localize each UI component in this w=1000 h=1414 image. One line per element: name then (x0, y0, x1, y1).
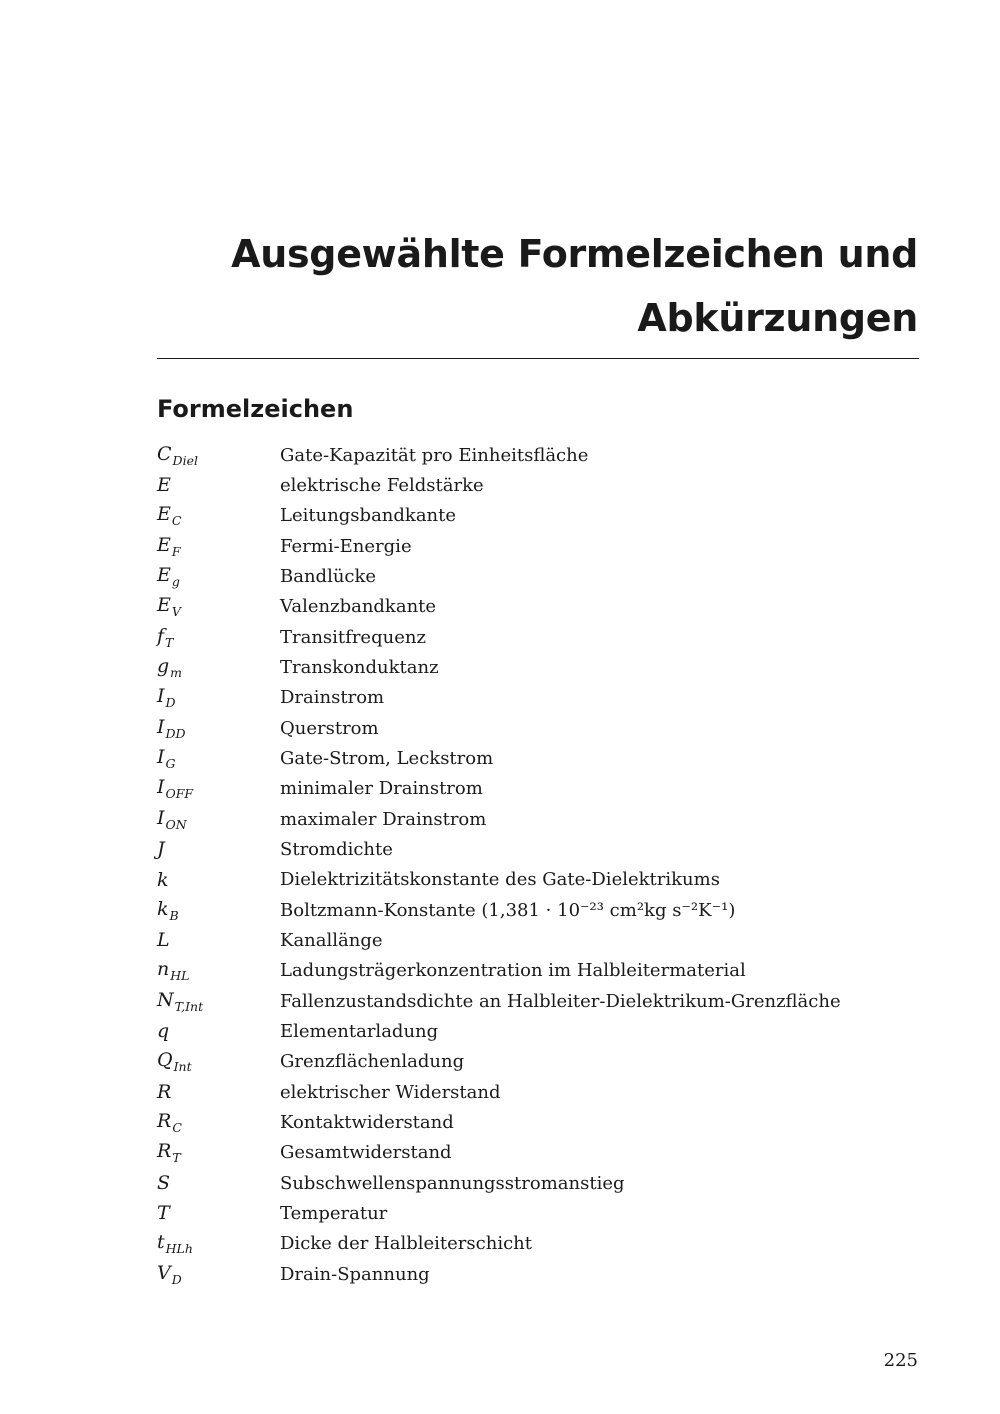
symbol-base: E (157, 533, 171, 556)
symbol (157, 1110, 280, 1135)
symbol-base: R (157, 1109, 172, 1132)
symbol-row (157, 1168, 917, 1198)
symbol-base: E (157, 503, 171, 526)
symbol-row (157, 1138, 917, 1168)
symbol-row (157, 440, 917, 470)
symbol-description: elektrische Feldstärke (280, 474, 484, 496)
symbol-subscript: C (172, 1119, 182, 1135)
chapter-title (158, 222, 918, 350)
symbol (157, 655, 280, 680)
symbol-base: S (157, 1172, 171, 1195)
symbol-subscript: V (171, 604, 181, 620)
chapter-title-line-1: Ausgewählte Formelzeichen und (231, 232, 918, 276)
symbol-row (157, 743, 917, 773)
symbol-row (157, 652, 917, 682)
symbol-base: C (157, 442, 172, 465)
symbol-description: minimaler Drainstrom (280, 778, 483, 800)
symbol-row (157, 592, 917, 622)
symbol-row (157, 895, 917, 925)
symbol-description: Gesamtwiderstand (280, 1142, 452, 1164)
symbol-subscript: D (171, 1271, 182, 1287)
symbol-description: Fermi-Energie (280, 535, 412, 557)
symbol (157, 1081, 280, 1103)
symbol-base: k (157, 868, 169, 891)
symbol-description: Leitungsbandkante (280, 505, 457, 527)
symbol (157, 807, 280, 832)
symbol-subscript: DD (165, 725, 186, 741)
symbol-base: E (157, 594, 171, 617)
symbol-list (157, 440, 917, 1289)
symbol-base: E (157, 563, 171, 586)
symbol-subscript: Int (173, 1059, 192, 1075)
symbol-row (157, 1077, 917, 1107)
symbol-row (157, 501, 917, 531)
symbol (157, 443, 280, 468)
symbol-row (157, 683, 917, 713)
symbol-row (157, 925, 917, 955)
symbol-description: Dicke der Halbleiterschicht (280, 1233, 532, 1255)
symbol-description: Ladungsträgerkonzentration im Halbleitermaterial (280, 960, 746, 982)
symbol-description: Dielektrizitätskonstante des Gate-Dielektrikums (280, 869, 720, 891)
symbol-base: n (157, 958, 170, 981)
symbol-base: t (157, 1231, 165, 1254)
symbol-subscript: m (170, 664, 183, 680)
symbol-row (157, 865, 917, 895)
symbol-description: Drain-Spannung (280, 1263, 430, 1285)
symbol-description: Grenzflächenladung (280, 1051, 465, 1073)
symbol-row (157, 956, 917, 986)
symbol-subscript: T (165, 634, 174, 650)
symbol-description: Fallenzustandsdichte an Halbleiter-Dielektrikum-Grenzfläche (280, 990, 841, 1012)
symbol-subscript: B (169, 907, 179, 923)
symbol-base: I (157, 806, 165, 829)
symbol-description: maximaler Drainstrom (280, 808, 487, 830)
symbol-subscript: HL (170, 968, 190, 984)
symbol-row (157, 470, 917, 500)
symbol-base: f (157, 624, 165, 647)
symbol (157, 1262, 280, 1287)
symbol (157, 776, 280, 801)
symbol-base: I (157, 776, 165, 799)
symbol (157, 958, 280, 983)
symbol-description: Elementarladung (280, 1020, 439, 1042)
symbol-description: Temperatur (280, 1202, 388, 1224)
symbol-subscript: ON (165, 816, 187, 832)
symbol (157, 503, 280, 528)
symbol-row (157, 834, 917, 864)
symbol (157, 929, 280, 951)
symbol-description: Transkonduktanz (280, 656, 439, 678)
symbol-subscript: OFF (165, 786, 194, 802)
symbol-row (157, 1016, 917, 1046)
symbol-description: Stromdichte (280, 838, 393, 860)
symbol (157, 685, 280, 710)
symbol-description: Bandlücke (280, 565, 377, 587)
page-number: 225 (883, 1350, 918, 1371)
symbol-row (157, 986, 917, 1016)
symbol-description: Boltzmann-Konstante (1,381 · 10⁻²³ cm²kg s⁻²K⁻¹) (280, 899, 736, 921)
symbol (157, 989, 280, 1014)
symbol (157, 1231, 280, 1256)
symbol-subscript: T (172, 1150, 181, 1166)
symbol-description: Drainstrom (280, 687, 385, 709)
symbol-base: R (157, 1140, 172, 1163)
symbol-row (157, 774, 917, 804)
symbol-description: Transitfrequenz (280, 626, 426, 648)
symbol (157, 534, 280, 559)
symbol-row (157, 1047, 917, 1077)
symbol-base: E (157, 474, 171, 497)
symbol (157, 474, 280, 496)
symbol-row (157, 561, 917, 591)
symbol (157, 594, 280, 619)
symbol (157, 838, 280, 860)
symbol-base: L (157, 929, 170, 952)
symbol (157, 1202, 280, 1224)
symbol-base: T (157, 1202, 170, 1225)
symbol-description: Gate-Strom, Leckstrom (280, 747, 494, 769)
symbol-row (157, 1229, 917, 1259)
symbol-base: q (157, 1020, 170, 1043)
symbol (157, 564, 280, 589)
chapter-title-line-2: Abkürzungen (637, 296, 918, 340)
symbol-subscript: g (171, 573, 180, 589)
symbol-base: I (157, 685, 165, 708)
symbol (157, 1049, 280, 1074)
symbol-description: Gate-Kapazität pro Einheitsfläche (280, 444, 589, 466)
symbol-base: k (157, 897, 169, 920)
symbol-row (157, 804, 917, 834)
symbol-subscript: Diel (172, 452, 198, 468)
symbol-description: Valenzbandkante (280, 596, 437, 618)
symbol-base: R (157, 1081, 172, 1104)
symbol-subscript: D (165, 695, 176, 711)
symbol-description: Querstrom (280, 717, 379, 739)
symbol (157, 625, 280, 650)
symbol-row (157, 622, 917, 652)
title-divider (157, 358, 919, 359)
symbol (157, 1140, 280, 1165)
symbol-description: Kanallänge (280, 929, 383, 951)
symbol-subscript: G (165, 755, 176, 771)
symbol-base: J (157, 838, 165, 861)
symbol-row (157, 1259, 917, 1289)
symbol-base: I (157, 715, 165, 738)
symbol (157, 716, 280, 741)
symbol-subscript: C (171, 513, 182, 529)
section-heading: Formelzeichen (157, 395, 354, 423)
symbol-description: elektrischer Widerstand (280, 1081, 501, 1103)
symbol-subscript: HLh (165, 1241, 193, 1257)
symbol-description: Subschwellenspannungsstromanstieg (280, 1172, 625, 1194)
symbol-base: N (157, 988, 174, 1011)
symbol-subscript: F (171, 543, 181, 559)
symbol (157, 1020, 280, 1042)
symbol-description: Kontaktwiderstand (280, 1111, 454, 1133)
symbol (157, 898, 280, 923)
symbol-base: V (157, 1261, 171, 1284)
symbol (157, 869, 280, 891)
symbol-row (157, 531, 917, 561)
symbol-base: Q (157, 1049, 173, 1072)
symbol (157, 746, 280, 771)
symbol-subscript: T,Int (174, 998, 204, 1014)
symbol-row (157, 713, 917, 743)
symbol-base: g (157, 654, 170, 677)
symbol-row (157, 1107, 917, 1137)
symbol-row (157, 1198, 917, 1228)
symbol-base: I (157, 745, 165, 768)
symbol (157, 1172, 280, 1194)
